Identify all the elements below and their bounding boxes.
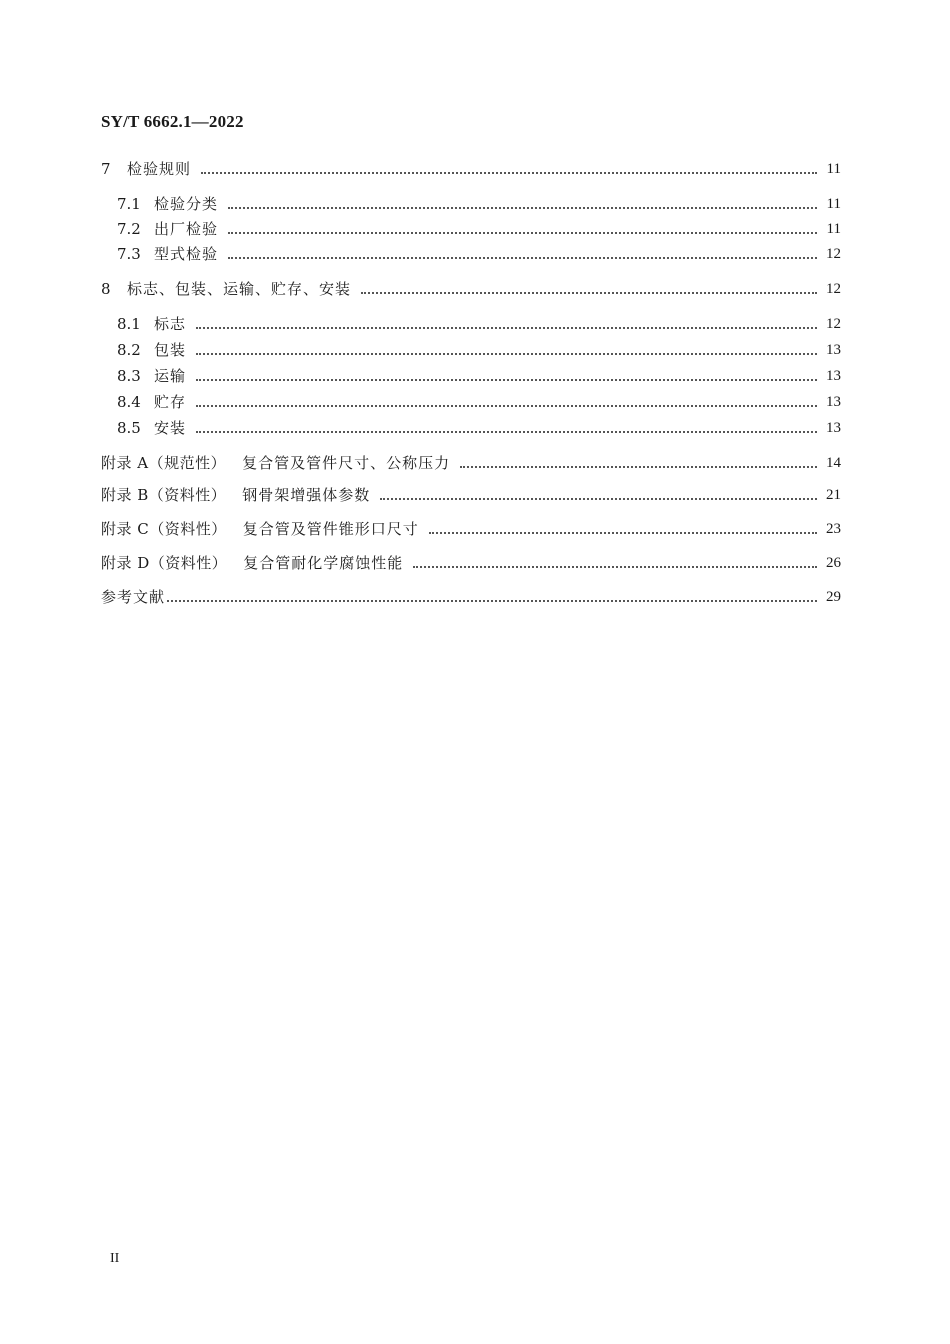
dot-leader [228,232,817,234]
toc-entry-appendix-c[interactable] [101,518,841,540]
toc-entry-title: 参考文献 [101,588,166,606]
toc-entry-appendix-b[interactable] [101,484,841,506]
toc-entry-page: 12 [826,281,841,297]
toc-entry-title: 标志 [154,315,187,333]
dot-leader [228,257,817,259]
toc-entry-8-2[interactable] [101,339,841,361]
toc-entry-title: 包装 [154,341,187,359]
toc-entry-page: 13 [826,342,841,358]
toc-entry-references[interactable] [101,586,841,608]
toc-entry-title: 标志、包装、运输、贮存、安装 [127,280,352,298]
toc-entry-title: 检验规则 [127,160,192,178]
toc-entry-number: 8.5 [117,419,141,437]
toc-entry-title: 安装 [154,419,187,437]
toc-entry-number: 7.2 [117,220,141,238]
toc-entry-title: 复合管及管件锥形口尺寸 [242,520,419,538]
toc-entry-appendix-d[interactable] [101,552,841,574]
dot-leader [460,466,817,468]
toc-entry-page: 11 [826,196,841,212]
toc-entry-page: 23 [826,521,841,537]
toc-entry-title: 贮存 [154,393,187,411]
toc-entry-7-2[interactable] [101,218,841,240]
dot-leader [167,600,817,602]
toc-entry-page: 13 [826,420,841,436]
dot-leader [196,327,817,329]
toc-entry-8-3[interactable] [101,365,841,387]
toc-entry-number: 7 [101,160,111,178]
dot-leader [196,431,817,433]
toc-entry-7-1[interactable] [101,193,841,215]
toc-entry-page: 14 [826,455,841,471]
toc-entry-8-1[interactable] [101,313,841,335]
toc-entry-title: 型式检验 [154,245,219,263]
toc-entry-title: 钢骨架增强体参数 [242,486,371,504]
dot-leader [196,405,817,407]
toc-entry-page: 26 [826,555,841,571]
toc-entry-7-3[interactable] [101,243,841,265]
toc-entry-title: 复合管耐化学腐蚀性能 [243,554,404,572]
toc-entry-page: 11 [826,221,841,237]
toc-entry-title: 检验分类 [154,195,219,213]
dot-leader [380,498,817,500]
dot-leader [429,532,817,534]
toc-entry-number: 7.1 [117,195,141,213]
standard-number: SY/T 6662.1—2022 [101,112,244,131]
toc-entry-number: 8.1 [117,315,141,333]
dot-leader [196,353,817,355]
toc-entry-number: 8.2 [117,341,141,359]
toc-entry-page: 13 [826,368,841,384]
toc-entry-number: 8 [101,280,111,298]
toc-entry-title: 复合管及管件尺寸、公称压力 [242,454,451,472]
table-of-contents [101,158,841,608]
toc-entry-7[interactable] [101,158,841,180]
toc-entry-page: 12 [826,246,841,262]
appendix-label: 附录 B（资料性） [101,486,227,504]
dot-leader [201,172,817,174]
toc-entry-page: 21 [826,487,841,503]
toc-entry-number: 7.3 [117,245,141,263]
toc-entry-page: 11 [826,161,841,177]
toc-entry-page: 13 [826,394,841,410]
toc-entry-number: 8.3 [117,367,141,385]
dot-leader [361,292,817,294]
dot-leader [196,379,817,381]
toc-entry-page: 12 [826,316,841,332]
toc-entry-appendix-a[interactable] [101,452,841,474]
toc-entry-number: 8.4 [117,393,141,411]
appendix-label: 附录 D（资料性） [101,554,228,572]
toc-entry-title: 出厂检验 [154,220,219,238]
toc-entry-8-5[interactable] [101,417,841,439]
appendix-label: 附录 A（规范性） [101,454,227,472]
toc-entry-8[interactable] [101,278,841,300]
dot-leader [413,566,817,568]
toc-entry-page: 29 [826,589,841,605]
toc-entry-8-4[interactable] [101,391,841,413]
dot-leader [228,207,817,209]
toc-entry-title: 运输 [154,367,187,385]
appendix-label: 附录 C（资料性） [101,520,227,538]
page-number: II [110,1251,120,1266]
